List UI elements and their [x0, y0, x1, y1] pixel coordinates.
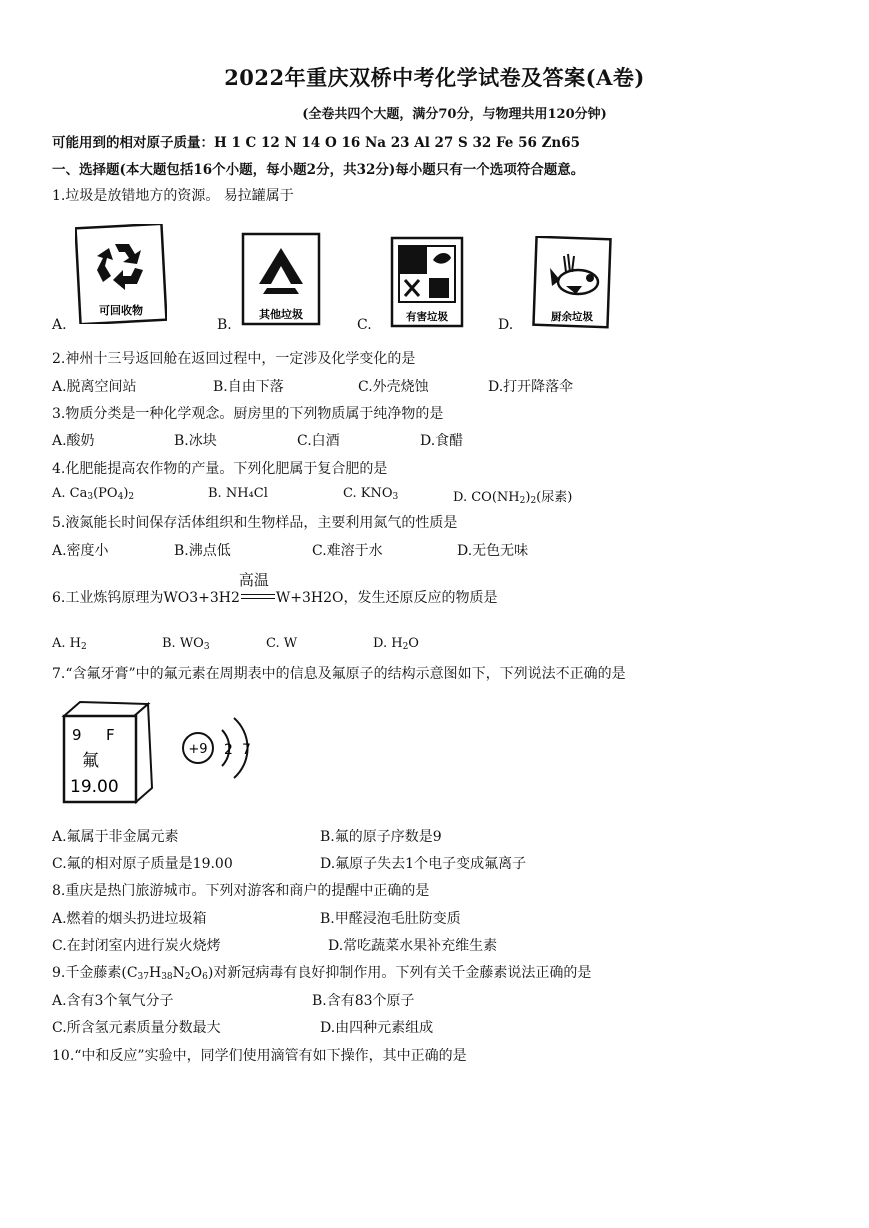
q5-option-d: D.无色无味	[457, 543, 529, 559]
q6-option-b: B. $WO_3$	[162, 636, 210, 652]
atomic-masses: 可能用到的相对原子质量：H 1 C 12 N 14 O 16 Na 23 Al 27 S 32 Fe 56 Zn65	[52, 135, 581, 151]
q1-option-c-letter: C.	[357, 317, 372, 333]
recycle-icon	[75, 224, 167, 324]
shell-1-electrons: 2	[224, 742, 233, 758]
q6-option-d: D. $H_2O$	[373, 636, 419, 652]
q7-option-c: C.氟的相对原子质量是19.00	[52, 856, 233, 872]
q1-option-b-letter: B.	[217, 317, 232, 333]
q1-option-d-letter: D.	[498, 317, 514, 333]
q8-option-c: C.在封闭室内进行炭火烧烤	[52, 938, 221, 954]
q8-option-a: A.燃着的烟头扔进垃圾箱	[52, 911, 207, 927]
q7-option-d: D.氟原子失去1个电子变成氟离子	[320, 856, 527, 872]
reaction-condition: 高温	[241, 591, 275, 605]
element-number: 9	[72, 726, 82, 744]
question-10-stem: 10.“中和反应”实验中，同学们使用滴管有如下操作，其中正确的是	[52, 1048, 467, 1064]
q6-option-c: C. W	[266, 636, 298, 651]
q7-option-b: B.氟的原子序数是9	[320, 829, 442, 845]
page-title: 2022年重庆双桥中考化学试卷及答案(A卷)	[224, 65, 645, 90]
hazardous-waste-icon	[389, 236, 465, 330]
q8-option-d: D.常吃蔬菜水果补充维生素	[328, 938, 498, 954]
q3-option-c: C.白酒	[297, 433, 340, 449]
q3-option-b: B.冰块	[174, 433, 217, 449]
q2-option-d: D.打开降落伞	[488, 379, 574, 395]
recycle-label: 可回收物	[99, 304, 143, 317]
shell-2-electrons: 7	[242, 742, 251, 758]
q9-option-a: A.含有3个氧气分子	[52, 993, 174, 1009]
other-waste-icon	[240, 232, 322, 328]
question-2-stem: 2.神州十三号返回舱在返回过程中，一定涉及化学变化的是	[52, 351, 416, 367]
element-card-figure	[58, 700, 158, 806]
kitchen-waste-label: 厨余垃圾	[551, 311, 593, 323]
nucleus-charge: +9	[188, 742, 208, 757]
question-7-stem: 7.“含氟牙膏”中的氟元素在周期表中的信息及氟原子的结构示意图如下，下列说法不正确的是	[52, 666, 626, 682]
atom-structure-diagram	[178, 708, 262, 788]
q9-option-c: C.所含氢元素质量分数最大	[52, 1020, 221, 1036]
q9-option-b: B.含有83个原子	[312, 993, 415, 1009]
q1-option-a-letter: A.	[52, 317, 67, 333]
question-5-stem: 5.液氮能长时间保存活体组织和生物样品，主要利用氮气的性质是	[52, 515, 458, 531]
q2-option-c: C.外壳烧蚀	[358, 379, 429, 395]
q2-option-a: A.脱离空间站	[52, 379, 137, 395]
q4-option-b: B. NH₄Cl	[208, 486, 268, 501]
q6-option-a: A. $H_2$	[52, 636, 87, 652]
q4-option-c: C. $KNO_3$	[343, 486, 399, 502]
q2-option-b: B.自由下落	[213, 379, 284, 395]
hazardous-waste-label: 有害垃圾	[406, 311, 448, 323]
question-1-stem: 1.垃圾是放错地方的资源。 易拉罐属于	[52, 188, 294, 204]
q7-option-a: A.氟属于非金属元素	[52, 829, 179, 845]
element-symbol: F	[106, 726, 115, 744]
q4-option-d: D. $CO(NH_2)_2$(尿素)	[453, 490, 573, 506]
q5-option-a: A.密度小	[52, 543, 109, 559]
other-waste-label: 其他垃圾	[259, 308, 303, 321]
q5-option-c: C.难溶于水	[312, 543, 383, 559]
q9-option-d: D.由四种元素组成	[320, 1020, 434, 1036]
question-8-stem: 8.重庆是热门旅游城市。下列对游客和商户的提醒中正确的是	[52, 883, 430, 899]
q8-option-b: B.甲醛浸泡毛肚防变质	[320, 911, 461, 927]
question-3-stem: 3.物质分类是一种化学观念。厨房里的下列物质属于纯净物的是	[52, 406, 444, 422]
q5-option-b: B.沸点低	[174, 543, 231, 559]
section-heading: 一、选择题(本大题包括16个小题，每小题2分，共32分)每小题只有一个选项符合题意。	[52, 162, 585, 178]
q3-option-d: D.食醋	[420, 433, 464, 449]
exam-info: (全卷共四个大题，满分70分，与物理共用120分钟)	[302, 107, 607, 122]
element-name: 氟	[82, 751, 99, 771]
element-mass: 19.00	[70, 777, 119, 797]
q3-option-a: A.酸奶	[52, 433, 95, 449]
question-4-stem: 4.化肥能提高农作物的产量。下列化肥属于复合肥的是	[52, 461, 388, 477]
question-6-stem: 6.工业炼钨原理为WO3+3H2 高温 W+3H2O，发生还原反应的物质是	[52, 571, 498, 606]
kitchen-waste-icon	[532, 236, 612, 330]
q4-option-a: A. $Ca_3(PO_4)_2$	[52, 486, 135, 502]
question-9-stem: 9.千金藤素$(C_{37}H_{38}N_2O_6)$对新冠病毒有良好抑制作用。下列有关千金藤素说法正确的是	[52, 965, 592, 982]
